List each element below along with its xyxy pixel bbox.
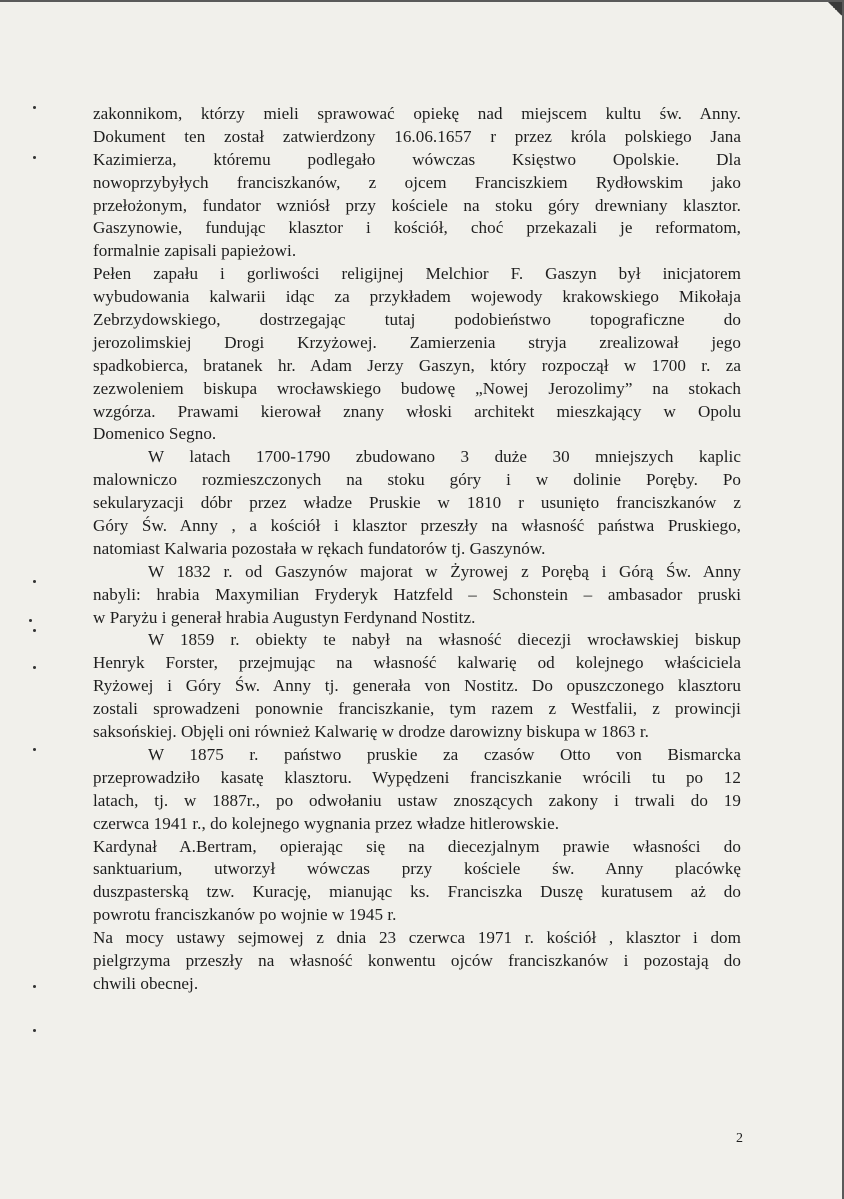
text-line: chwili obecnej. xyxy=(93,973,199,993)
text-line: malowniczo rozmieszczonych na stoku góry i w dolinie Poręby. Po xyxy=(93,470,741,490)
scan-speck xyxy=(33,748,36,751)
scan-corner-mark xyxy=(828,2,842,16)
text-line: Pełen zapału i gorliwości religijnej Melchior F. Gaszyn był inicjatorem xyxy=(93,264,741,284)
text-line: spadkobierca, bratanek hr. Adam Jerzy Gaszyn, który rozpoczął w 1700 r. za xyxy=(93,355,741,375)
text-line: przeprowadziło kasatę klasztoru. Wypędzeni franciszkanie wrócili tu po 12 xyxy=(93,767,741,787)
text-line: czerwca 1941 r., do kolejnego wygnania przez władze hitlerowskie. xyxy=(93,813,560,833)
text-line: przełożonym, fundator wzniósł przy kościele na stoku góry drewniany klasztor. xyxy=(93,195,741,215)
text-line: nowoprzybyłych franciszkanów, z ojcem Franciszkiem Rydłowskim jako xyxy=(93,172,741,192)
text-line: Ryżowej i Góry Św. Anny tj. generała von Nostitz. Do opuszczonego klasztoru xyxy=(93,676,741,696)
page-number: 2 xyxy=(736,1131,743,1146)
text-line: pielgrzyma przeszły na własność konwentu ojców franciszkanów i pozostają do xyxy=(93,950,741,970)
text-line: latach, tj. w 1887r., po odwołaniu ustaw znoszących zakony i trwali do 19 xyxy=(93,790,741,810)
text-line: wybudowania kalwarii idąc za przykładem wojewody krakowskiego Mikołaja xyxy=(93,287,741,307)
scan-speck xyxy=(33,106,36,109)
text-line: jerozolimskiej Drogi Krzyżowej. Zamierzenia stryja zrealizował jego xyxy=(93,332,741,352)
scan-speck xyxy=(33,629,36,632)
text-line: W 1859 r. obiekty te nabył na własność diecezji wrocławskiej biskup xyxy=(148,630,741,650)
scan-speck xyxy=(33,666,36,669)
text-line: Kardynał A.Bertram, opierając się na diecezjalnym prawie własności do xyxy=(93,836,741,856)
text-line: Gaszynowie, fundując klasztor i kościół, choć przekazali je reformatom, xyxy=(93,218,741,238)
text-line: W 1832 r. od Gaszynów majorat w Żyrowej z Porębą i Górą Św. Anny xyxy=(148,561,741,581)
text-line: wzgórza. Prawami kierował znany włoski architekt mieszkający w Opolu xyxy=(93,401,741,421)
text-line: zakonnikom, którzy mieli sprawować opiekę nad miejscem kultu św. Anny. xyxy=(93,104,741,123)
text-line: Zebrzydowskiego, dostrzegając tutaj podobieństwo topograficzne do xyxy=(93,310,741,330)
text-line: W 1875 r. państwo pruskie za czasów Otto von Bismarcka xyxy=(148,744,741,764)
text-line: zezwoleniem biskupa wrocławskiego budowę „Nowej Jerozolimy” na stokach xyxy=(93,378,741,398)
text-line: w Paryżu i generał hrabia Augustyn Ferdynand Nostitz. xyxy=(93,607,476,627)
text-line: saksońskiej. Objęli oni również Kalwarię w drodze darowizny biskupa w 1863 r. xyxy=(93,722,649,742)
scan-speck xyxy=(33,985,36,988)
scan-speck xyxy=(33,1029,36,1032)
text-line: formalnie zapisali papieżowi. xyxy=(93,241,297,261)
text-line: Henryk Forster, przejmując na własność kalwarię od kolejnego właściciela xyxy=(93,653,741,673)
text-line: sekularyzacji dóbr przez władze Pruskie w 1810 r usunięto franciszkanów z xyxy=(93,493,741,513)
scan-speck xyxy=(33,156,36,159)
text-line: Góry Św. Anny , a kościół i klasztor przeszły na własność państwa Pruskiego, xyxy=(93,516,741,536)
text-line: Na mocy ustawy sejmowej z dnia 23 czerwca 1971 r. kościół , klasztor i dom xyxy=(93,928,741,948)
text-line: Kazimierza, któremu podlegało wówczas Księstwo Opolskie. Dla xyxy=(93,149,741,169)
text-line: sanktuarium, utworzył wówczas przy kościele św. Anny placówkę xyxy=(93,859,741,879)
text-line: nabyli: hrabia Maxymilian Fryderyk Hatzfeld – Schonstein – ambasador pruski xyxy=(93,584,741,604)
text-line: duszpasterską tzw. Kurację, mianując ks. Franciszka Duszę kuratusem aż do xyxy=(93,882,741,902)
text-line: Dokument ten został zatwierdzony 16.06.1657 r przez króla polskiego Jana xyxy=(93,126,741,146)
text-line: W latach 1700-1790 zbudowano 3 duże 30 mniejszych kaplic xyxy=(148,447,741,467)
body-text xyxy=(93,103,741,996)
text-line: Domenico Segno. xyxy=(93,424,217,444)
text-line: zostali sprowadzeni ponownie franciszkanie, tym razem z Westfalii, z prowincji xyxy=(93,699,741,719)
text-line: natomiast Kalwaria pozostała w rękach fundatorów tj. Gaszynów. xyxy=(93,538,546,558)
scan-speck xyxy=(33,580,36,583)
scan-speck xyxy=(29,619,32,622)
text-line: powrotu franciszkanów po wojnie w 1945 r. xyxy=(93,905,397,925)
